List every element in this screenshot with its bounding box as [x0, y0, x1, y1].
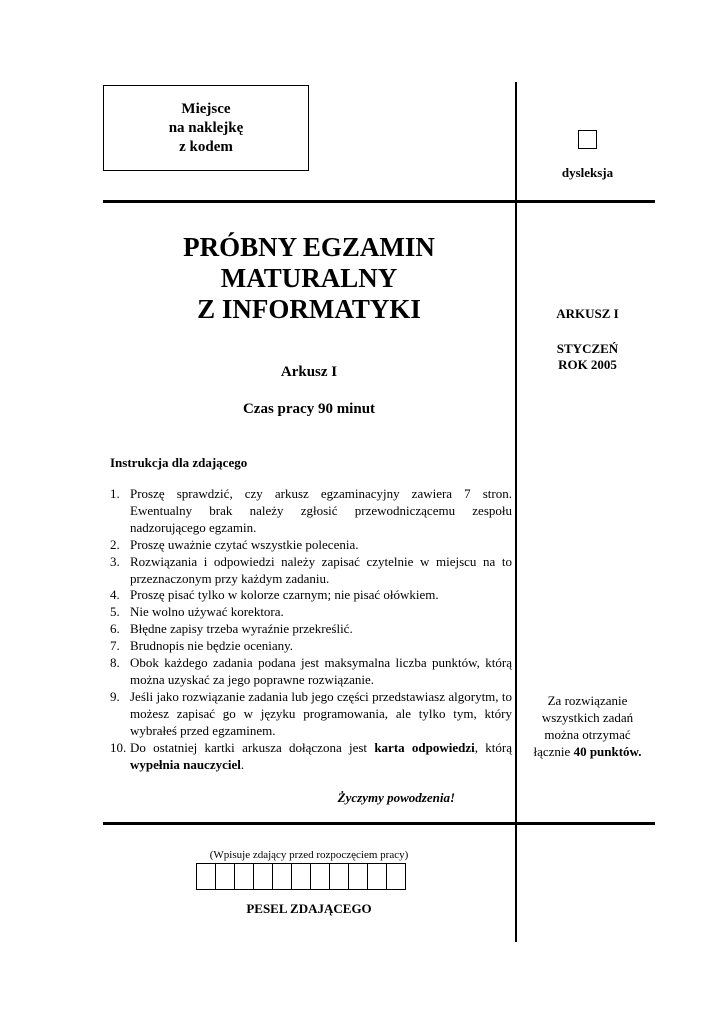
sticker-line-3: z kodem	[179, 138, 233, 155]
side-date-year: ROK 2005	[558, 357, 617, 372]
code-sticker-box	[103, 85, 309, 171]
pesel-digit-cell[interactable]	[253, 863, 273, 890]
instruction-number: 8.	[110, 655, 120, 671]
side-date-month: STYCZEŃ	[556, 341, 619, 356]
instruction-text: Proszę sprawdzić, czy arkusz egzaminacyjny zawiera 7 stron. Ewentualny brak należy zgłosić przewodniczącemu zespołu nadzorującego egzamin.	[130, 486, 512, 535]
dyslexia-checkbox[interactable]	[578, 130, 597, 149]
instruction-text: Rozwiązania i odpowiedzi należy zapisać czytelnie w miejscu na to przeznaczonym przy każdym zadaniu.	[130, 553, 512, 586]
title-line-3: Z INFORMATYKI	[197, 294, 421, 324]
pesel-digit-cell[interactable]	[310, 863, 330, 890]
title-line-2: MATURALNY	[220, 263, 398, 293]
instruction-text-part-3: .	[240, 756, 245, 772]
points-line-3: można otrzymać	[544, 727, 631, 742]
instruction-text: Błędne zapisy trzeba wyraźnie przekreślić.	[130, 621, 353, 637]
pesel-digit-cell[interactable]	[291, 863, 311, 890]
instruction-number: 9.	[110, 688, 120, 704]
pesel-label: PESEL ZDAJĄCEGO	[246, 901, 372, 916]
instruction-text: Obok każdego zadania podana jest maksymalna liczba punktów, którą można uzyskać za jego poprawne rozwiązanie.	[130, 655, 512, 687]
side-sheet-label: ARKUSZ I	[556, 306, 619, 321]
pesel-digit-cell[interactable]	[234, 863, 254, 890]
points-prefix: łącznie	[533, 744, 574, 759]
instruction-number: 1.	[110, 486, 120, 501]
points-total: 40 punktów.	[573, 744, 642, 759]
instruction-number: 6.	[110, 621, 120, 637]
answer-card-emphasis: karta odpowiedzi	[374, 739, 475, 755]
side-points-info	[520, 692, 655, 760]
sticker-line-1: Miejsce	[181, 100, 231, 117]
points-line-1: Za rozwiązanie	[547, 693, 628, 708]
instruction-item-7	[110, 638, 512, 655]
instruction-number: 3.	[110, 553, 120, 569]
points-line-4	[520, 743, 655, 760]
instruction-text: Nie wolno używać korektora.	[130, 604, 284, 620]
pesel-digit-cell[interactable]	[329, 863, 349, 890]
pesel-digit-cell[interactable]	[386, 863, 406, 890]
instruction-item-2	[110, 537, 512, 554]
horizontal-divider-top	[103, 200, 655, 203]
instruction-text: Jeśli jako rozwiązanie zadania lub jego części przedstawiasz algorytm, to możesz zapisać go w języku programowania, ale tylko tym, który wybrałeś przed egzaminem.	[130, 688, 512, 738]
pesel-digit-cell[interactable]	[196, 863, 216, 890]
sheet-label: Arkusz I	[280, 364, 338, 380]
instructions-list	[110, 486, 512, 773]
points-line-2: wszystkich zadań	[541, 710, 634, 725]
instruction-number: 2.	[110, 536, 120, 552]
good-luck-wish: Życzymy powodzenia!	[337, 790, 455, 805]
teacher-fills-emphasis: wypełnia nauczyciel	[130, 756, 241, 772]
instruction-text-part-2: , którą	[474, 739, 513, 755]
pesel-digit-cell[interactable]	[272, 863, 292, 890]
pesel-input-grid[interactable]	[196, 863, 406, 890]
title-line-1: PRÓBNY EGZAMIN	[183, 232, 435, 262]
instruction-number: 5.	[110, 604, 120, 620]
instruction-item-4	[110, 587, 512, 604]
instruction-number: 4.	[110, 587, 120, 603]
instruction-text: Brudnopis nie będzie oceniany.	[130, 638, 294, 654]
instruction-text-part-1: Do ostatniej kartki arkusza dołączona jest	[130, 739, 375, 755]
instruction-item-3	[110, 554, 512, 588]
time-label: Czas pracy 90 minut	[242, 401, 376, 417]
horizontal-divider-bottom	[103, 822, 655, 825]
instruction-item-10	[110, 740, 512, 774]
pesel-digit-cell[interactable]	[348, 863, 368, 890]
pesel-note: (Wpisuje zdający przed rozpoczęciem pracy)	[209, 849, 409, 861]
side-date	[520, 341, 655, 373]
instruction-item-8	[110, 655, 512, 689]
exam-title	[103, 232, 515, 325]
pesel-digit-cell[interactable]	[215, 863, 235, 890]
pesel-digit-cell[interactable]	[367, 863, 387, 890]
dyslexia-label: dysleksja	[561, 165, 614, 180]
instructions-heading: Instrukcja dla zdającego	[110, 455, 248, 470]
sticker-line-2: na naklejkę	[168, 119, 244, 136]
instruction-text: Proszę uważnie czytać wszystkie polecenia.	[130, 536, 359, 552]
instruction-item-1	[110, 486, 512, 537]
instruction-text: Proszę pisać tylko w kolorze czarnym; nie pisać ołówkiem.	[130, 587, 439, 603]
instruction-number: 7.	[110, 638, 120, 654]
instruction-item-5	[110, 604, 512, 621]
instruction-item-9	[110, 689, 512, 740]
instruction-item-6	[110, 621, 512, 638]
instruction-number: 10.	[110, 739, 127, 755]
vertical-divider	[515, 82, 517, 942]
